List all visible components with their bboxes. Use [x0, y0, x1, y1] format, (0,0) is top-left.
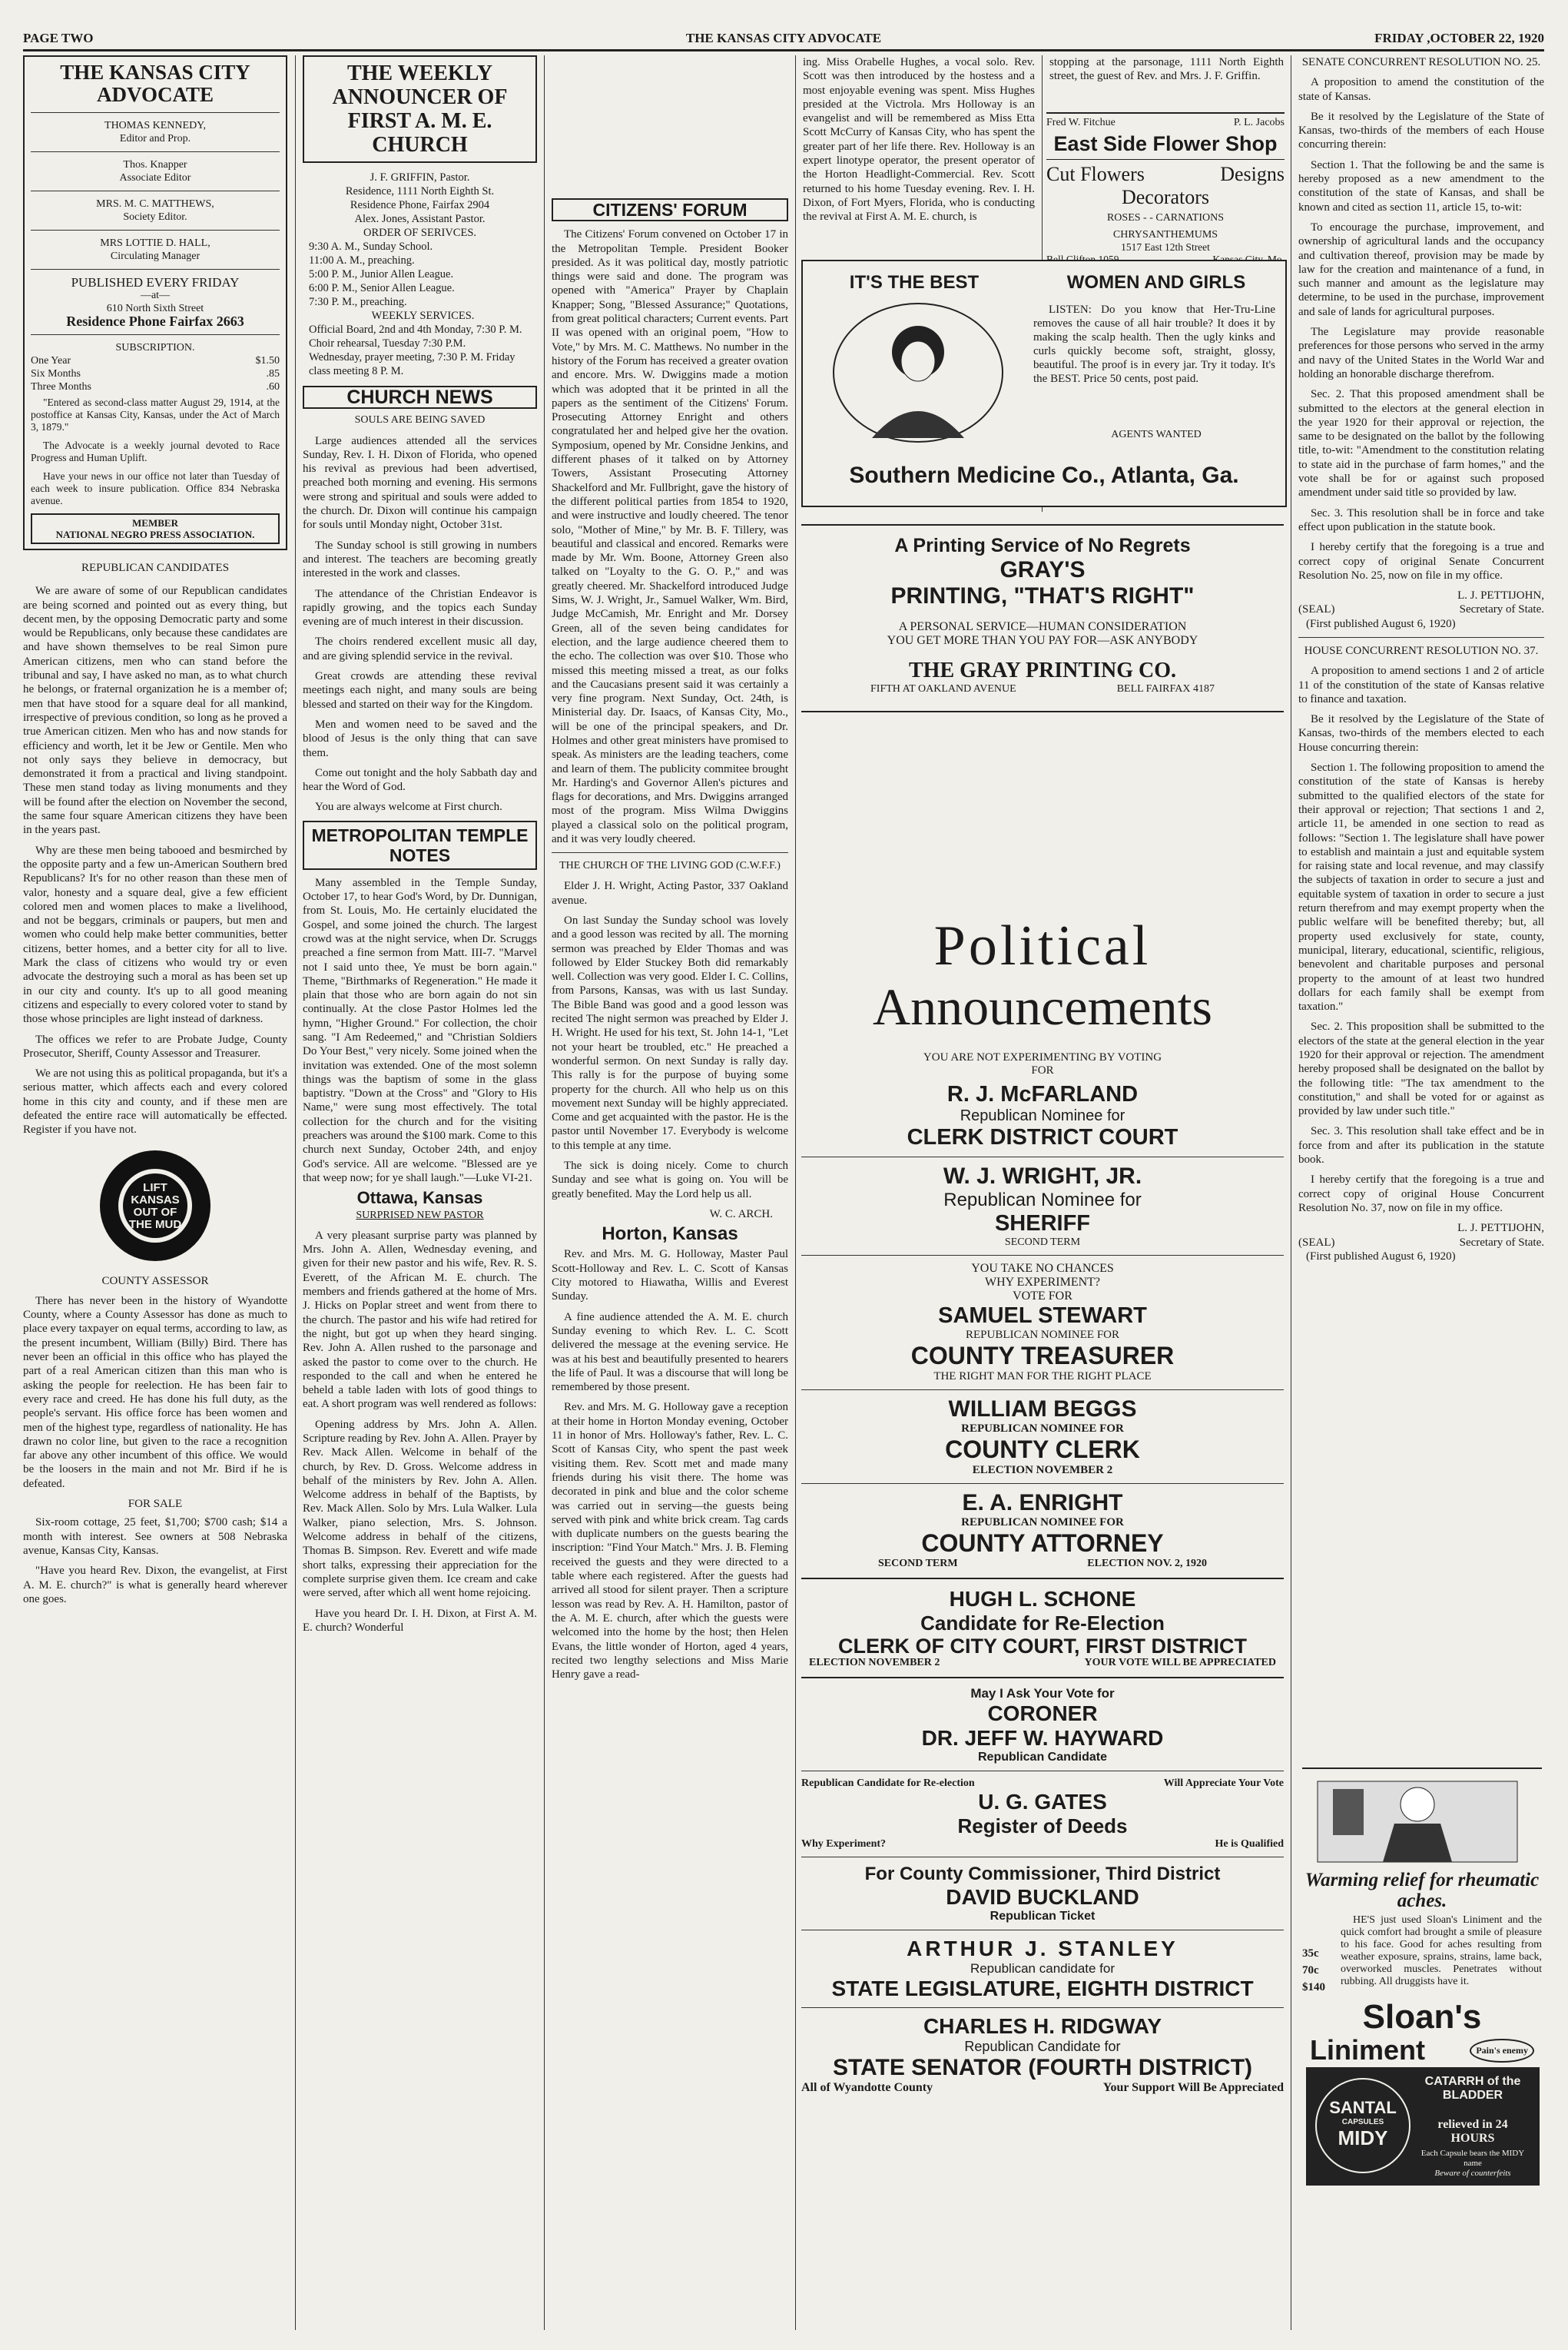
sloans-prices: 35c 70c $140	[1302, 1947, 1325, 1993]
article-paragraph: Come out tonight and the holy Sabbath day and hear the Word of God.	[303, 766, 537, 794]
office-phone: Residence Phone Fairfax 2663	[66, 314, 244, 329]
society-name: MRS. M. C. MATTHEWS,	[96, 198, 214, 210]
at-line: —at—	[140, 290, 171, 301]
article-paragraph: Section 1. That the following be and the same is hereby proposed as a new amendment to the constitution of the state of Kansas, and shall be known and cited as section 11, article 15, to-wit:	[1298, 158, 1544, 214]
rate-row: Six Months .85	[31, 368, 280, 380]
masthead	[23, 29, 1544, 51]
circulating-name: MRS LOTTIE D. HALL,	[100, 237, 211, 249]
editor-name: THOMAS KENNEDY,	[104, 120, 206, 131]
republican-heading: REPUBLICAN CANDIDATES	[81, 562, 230, 574]
candidate-name: U. G. GATES	[978, 1790, 1107, 1814]
old-man-illustration	[1302, 1774, 1533, 1866]
horton-heading: Horton, Kansas	[602, 1223, 738, 1245]
senate-heading: SENATE CONCURRENT RESOLUTION NO. 25.	[1301, 56, 1541, 68]
candidate-office: Register of Deeds	[957, 1814, 1128, 1837]
political-announcements: Political Announcements YOU ARE NOT EXPERIMENTING BY VOTING FOR R. J. McFARLAND Republican Nominee for CLERK DISTRICT COURT W. J. WRIGHT, JR. Republican Nominee for SHERIFF SECOND TERM YOU TAKE NO CHANCES WHY EXPERIMENT? VOTE FOR SAMUEL STEWART REPUBLICAN NOMINEE FOR COUNTY TREASURER THE RIGHT MAN FOR THE RIGHT PLACE WILLIAM BEGGS REPUBLICAN NOMINEE FOR COUNTY CLERK ELECTION NOVEMBER 2 E. A. ENRIGHT REPUBLICAN NOMINEE FOR COUNTY ATTORNEY SECOND TERM ELECTION NOV. 2, 1920 HUGH L. SCHONE Candidate for Re-Election CLERK OF CITY COURT, FIRST DISTRICT ELECTION NOVEMBER 2 YOUR VOTE WILL BE APPRECIATED May I Ask Your Vote for CORONER DR. JEFF W. HAYWARD Republican Candidate Republican Candidate for Re-election Will Appreciate Your Vote U. G. GATES Register of Deeds Why Experiment? He is Qualified For County Commissioner, Third District DAVID BUCKLAND Republican Ticket ARTHUR J. STANLEY Republican candidate for STATE LEGISLATURE, EIGHTH DISTRICT CHARLES H. RIDGWAY Republican Candidate for STATE SENATOR (FOURTH DISTRICT) All of Wyandotte County Your Support Will Be Appreciated	[801, 891, 1284, 2338]
article-paragraph: Section 1. The following proposition to amend the constitution of the state of Kansas is hereby submitted to the qualified electors of the state for their approval or rejection; That sections 1 and 2, article 11, be amended in one section to read as follows: "Section 1. The legislature shall have power to establish and maintain a just and equitable system for raising state and local revenue, and may classify the subjects of taxation in order to secure a just and equitable system of taxation in order to secure a just return therefrom and may exempt property when the public welfare will be benefited thereby; but, all property used exclusively for state, county, municipal, literary, educational, scientific, religious, benevolent and charitable purposes and personal property to the amount of at least two hundred dollars for each family shall be exempt from taxation."	[1298, 762, 1544, 1014]
gray-company: THE GRAY PRINTING CO.	[909, 659, 1176, 682]
column-rule	[295, 55, 296, 2330]
medicine-company: Southern Medicine Co., Atlanta, Ga.	[849, 463, 1239, 488]
article-paragraph: We are aware of some of our Republican candidates are being scorned and pointed out as every thing, but decent men, by the opposing Democratic party and some would be Republicans, only because these candidates are and have shown themselves to be real Simon pure American citizens, men who can stand before the tribunal and say, I have asked no man, as to what church he belongs, or fraternal organization he is a member of; men that have stood for a square deal for all mankind, irrespective of previous condition, so long as he proved a true American citizen. Men who has and now stands for efficiency and worth, let it be Jew or Gentile. Men who not only says they believe in democracy, but demonstrated it from a practical and living standpoint. These men stand today as living monuments and they will be found after the election on November the second, the same four square American citizens they have been in the years past.	[23, 585, 287, 837]
news-notice: Have your news in our office not later than Tuesday of each week to insure publication. Office 834 Nebraska avenue.	[31, 470, 280, 506]
article-paragraph: The attendance of the Christian Endeavor is rapidly growing, and the topics each Sunday evening are of much interest in their discussion.	[303, 587, 537, 629]
signature: L. J. PETTIJOHN,	[1457, 589, 1544, 602]
metro-box	[303, 821, 537, 870]
assessor-heading: COUNTY ASSESSOR	[101, 1274, 209, 1287]
column-5-top	[1049, 55, 1284, 101]
member-box: MEMBER NATIONAL NEGRO PRESS ASSOCIATION.	[31, 513, 280, 544]
article-paragraph: To encourage the purchase, improvement, and ownership of agricultural lands and the occupancy and cultivation thereof, provision may be made by law for the creation and maintenance of a fund, in such manner and amount as the legislature may determine, to be used in the purchase, improvement and sale of lands for agricultural purposes.	[1298, 221, 1544, 318]
paper-name: THE KANSAS CITY ADVOCATE	[60, 61, 250, 106]
editor-role: Editor and Prop.	[119, 133, 191, 144]
sloans-headline: Warming relief for rheumatic aches.	[1304, 1870, 1540, 1911]
page-number: PAGE TWO	[23, 31, 94, 45]
seal-text: LIFT KANSAS OUT OF THE MUD	[128, 1180, 182, 1231]
column-3	[552, 55, 788, 2330]
candidate-office: CORONER	[987, 1701, 1098, 1725]
announcer-title: THE WEEKLY ANNOUNCER OF FIRST A. M. E. CHURCH	[332, 61, 508, 157]
article-paragraph: Why are these men being tabooed and besmirched by the opposite party and a few un-American Southern bred Republicans? It's for no other reason than these men of valor, honesty and a square deal, give a few efficient colored men and women places to make a livelihood, and not be beggars, criminals or paupers, but men and women who could help make better communities, better citizens, better homes, and a better city for all to live. Mark the class of citizens who would try or even advocate the destroying such a moral as has been set up in our city and county. It's up to all good meaning citizens and especially to every colored voter to stand by those whose principles are light instead of darkness.	[23, 844, 287, 1026]
candidate-office: CLERK DISTRICT COURT	[907, 1125, 1178, 1150]
gray-printing-ad: A Printing Service of No Regrets GRAY'S PRINTING, "THAT'S RIGHT" A PERSONAL SERVICE—HUMAN CONSIDERATION YOU GET MORE THAN YOU PAY FOR—ASK ANYBODY THE GRAY PRINTING CO. FIFTH AT OAKLAND AVENUE BELL FAIRFAX 4187	[801, 512, 1284, 898]
rate-row: One Year $1.50	[31, 355, 280, 367]
sloans-brand: Sloan's	[1362, 1998, 1482, 2036]
article-paragraph: Large audiences attended all the services Sunday, Rev. I. H. Dixon of Florida, who opened his revival as previous had been advertised, preached both morning and evening. His sermons were strong and spiritual and souls were added to the church. Dr. Dixon will continue his campaign for souls until Monday night, October 31st.	[303, 434, 537, 532]
article-paragraph: Be it resolved by the Legislature of the State of Kansas, two-thirds of the members of each House concurring therein:	[1298, 110, 1544, 151]
forum-heading: CITIZENS' FORUM	[592, 200, 748, 220]
pastor-block: J. F. GRIFFIN, Pastor. Residence, 1111 North Eighth St. Residence Phone, Fairfax 2904 Alex. Jones, Assistant Pastor. ORDER OF SERIVCES.	[303, 171, 537, 240]
office-address: 610 North Sixth Street	[106, 303, 204, 314]
church-news-heading: CHURCH NEWS	[346, 387, 493, 408]
candidate-office: COUNTY ATTORNEY	[921, 1529, 1164, 1557]
candidate-office: COUNTY TREASURER	[910, 1342, 1175, 1369]
article-paragraph: On last Sunday the Sunday school was lovely and a good lesson was recited by all. The morning sermon was preached by Elder Thomas and was followed by Elder Stuckey Both did remarkably well. Collection was very good. Elder I. C. Collins, from Parsons, Kansas, was with us last Sunday. The Bible Band was good and a good lesson was recited The night sermon was preached by Elder J. H. Wright. He used for his text, St. John 14-1, "Let not your heart be troubled, etc." He preached a wonderful sermon. On next Sunday is rally day. This rally is for the purpose of buying some property for the church. All who help us on this movement next Sunday will be highly appreciated. Come and get acquainted with the pastor. He is the pastor until November 17. Everybody is welcome to this temple at any time.	[552, 914, 788, 1152]
article-paragraph: I hereby certify that the foregoing is a true and correct copy of original House Concurrent Resolution No. 37, now on file in my office.	[1298, 1173, 1544, 1214]
article-paragraph: The choirs rendered excellent music all day, and are giving splendid service in the revival.	[303, 636, 537, 662]
article-paragraph: Many assembled in the Temple Sunday, October 17, to hear God's Word, by Dr. Dunnigan, from St. Louis, Mo. He certainly elucidated the Gospel, and some joined the church. The largest crowd was at the night service, when Dr. Scruggs preached a fine sermon from Matt. III-7. "Marvel not I said unto thee, Ye must be born again." Theme, "Birthmarks of Regeneration." He made it plain that those who are born again do not sin continually. At the close Pastor Holmes led the hymn, "Higher Ground." For collection, the choir sang. "I Am Redeemed," and "Christian Soldiers Do Your Best," very nicely. Some joined when the invitation was extended. One of the most solemn things was the baptism of some in the glass baptistry. "Down at the Cross" and "Glory to His Name," were sung most effectively. The total collection for the church and for the visiting preachers was around the $100 mark. Come to this church next Sunday, October 24th, and enjoy God's service. All are welcome. "Blessed are ye that weep now; for ye shall laugh."—Luke VI-21.	[303, 876, 537, 1184]
article-paragraph: Great crowds are attending these revival meetings each night, and many souls are being blessed and started on their way for the Kingdom.	[303, 670, 537, 711]
sloans-badge: Pain's enemy	[1470, 2039, 1534, 2063]
church-news-box	[303, 386, 537, 409]
column-6: SENATE CONCURRENT RESOLUTION NO. 25. A proposition to amend the constitution of the state of Kansas. Be it resolved by the Legislature of the State of Kansas, two-thirds of the members of each House concurring therein: Section 1. That the following be and the same is hereby proposed as a new amendment to the constitution of the state of Kansas, and shall be known and cited as section 11, article 15, to-wit: To encourage the purchase, improvement, and ownership of agricultural lands and the occupancy and cultivation thereof, provision may be made by law for the creation and maintenance of a fund, in such manner and amount as the legislature may determine, to be used in the purchase, improvement and sale of lands for agricultural purposes. The Legislature may provide reasonable preferences for those persons who served in the army and navy of the United States in the World War and holding an honorable discharge therefrom. Sec. 2. That this proposed amendment shall be submitted to the electors at the general election in the year 1920 for their approval or rejection, the same to be designated on the ballot by the following title, to-wit: "Amendment to the constitution relating to state aid in the purchase of farm homes," and the vote shall be for or against such proposed amendment under said title so provided by law. Sec. 3. This resolution shall be in force and take effect upon publication in the statute book. I hereby certify that the foregoing is a true and correct copy of original Senate Concurrent Resolution No. 25, now on file in my office. L. J. PETTIJOHN, (SEAL) Secretary of State. (First published August 6, 1920) HOUSE CONCURRENT RESOLUTION NO. 37. A proposition to amend sections 1 and 2 of article 11 of the constitution of the state of Kansas relative to finance and taxation. Be it resolved by the Legislature of the State of Kansas, two-thirds of the members elected to each House concurring therein: Section 1. The following proposition to amend the constitution of the state of Kansas is hereby submitted to the qualified electors of the state for their approval or rejection; That sections 1 and 2, article 11, be amended in one section to read as follows: "Section 1. The legislature shall have power to establish and maintain a just and equitable system for raising state and local revenue, and may classify the subjects of taxation in order to secure a just and equitable system of taxation in order to secure a just return therefrom and may exempt property when the public welfare will be benefited thereby; but, all property used exclusively for state, county, municipal, literary, educational, scientific, religious, benevolent and charitable purposes and personal property to the amount of at least two hundred dollars for each family shall be exempt from taxation." Sec. 2. This proposition shall be submitted to the electors of the state at the general election in the year 1920 for their approval or rejection. The amendment hereby proposed shall be designated on the ballot by the following title: "The tax amendment to the constitution," and shall be voted for or against as provided by law under such title." Sec. 3. This resolution shall take effect and be in force from and after its publication in the statute book. I hereby certify that the foregoing is a true and correct copy of original House Concurrent Resolution No. 37, now on file in my office. L. J. PETTIJOHN, (SEAL) Secretary of State. (First published August 6, 1920)	[1298, 56, 1544, 1263]
article-paragraph: "Have you heard Rev. Dixon, the evangelist, at First A. M. E. church?" is what is generally heard wherever one goes.	[23, 1565, 287, 1605]
signature: W. C. ARCH.	[709, 1207, 773, 1220]
article-paragraph: A proposition to amend the constitution of the state of Kansas.	[1298, 76, 1544, 103]
candidate-name: DAVID BUCKLAND	[946, 1885, 1139, 1909]
paper-title: THE KANSAS CITY ADVOCATE	[685, 31, 882, 45]
rate-row: Three Months .60	[31, 381, 280, 393]
candidate-name: ARTHUR J. STANLEY	[907, 1937, 1178, 1960]
flower-shop-ad: Fred W. Fitchue P. L. Jacobs East Side Flower Shop Cut Flowers Designs Decorators ROSES - - CARNATIONS CHRYSANTHEMUMS 1517 East 12th Street	[1046, 112, 1285, 249]
article-paragraph: Rev. and Mrs. M. G. Holloway, Master Paul Scott-Holloway and Rev. L. C. Scott of Kansas City motored to Hiawatha, Willis and Everest Sunday.	[552, 1248, 788, 1303]
article-paragraph: Men and women need to be saved and the blood of Jesus is the only thing that can save them.	[303, 718, 537, 759]
column-rule	[795, 55, 796, 2330]
article-paragraph: You are always welcome at First church.	[315, 801, 502, 814]
medicine-best: IT'S THE BEST	[849, 272, 980, 293]
article-paragraph: ing. Miss Orabelle Hughes, a vocal solo. Rev. Scott was then introduced by the hostess and a most enjoyable evening was spent. Miss Hughes presided at the Victrola. Mrs Holloway is an evangelist and will be remembered as Miss Etta Scott McCurry of Kansas City, who has spent the greater part of her life there. Rev. Holloway is an expert linotype operator, the present operator of the Horton Headlight-Commercial. Rev. Scott returned to his home Tuesday evening. Rev. I. H. Dixon, of Fort Myers, Florida, who is conducting the revival at First A. M. E. church, is	[803, 56, 1035, 224]
flower-shop-name: East Side Flower Shop	[1053, 132, 1278, 155]
article-paragraph: There has never been in the history of Wyandotte County, where a County Assessor has done as much to place every taxpayer on equal terms, according to law, as the present incumbent, William (Billy) Bird. There has never been an official in this office who has played the part of a real American citizen than this man who is asking the people for reelection. He has been fair to every race and creed. He has done his full duty, as the people's servant. His office force has been women and men of the highest type, regardless of nationality. He has drawn no color line, but given to the race a recognition far above any other incumbent of this office. We would be the loosers in the main and not Mr. Bird if he is defeated.	[23, 1294, 287, 1490]
associate-name: Thos. Knapper	[123, 159, 187, 171]
house-heading: HOUSE CONCURRENT RESOLUTION NO. 37.	[1304, 644, 1539, 657]
forum-box	[552, 198, 788, 221]
sloans-ad: Warming relief for rheumatic aches. 35c 70c $140 HE'S just used Sloan's Liniment and the quick comfort had brought a smile of pleasure to his face. Good for aches resulting from weather exposure, sprains, strains, lame back, overworked muscles. Penetrates without rubbing. All druggists have it. Sloan's Liniment Pain's enemy	[1302, 1767, 1542, 2052]
candidate-name: SAMUEL STEWART	[938, 1303, 1147, 1328]
article-paragraph: The Legislature may provide reasonable preferences for those persons who served in the army and navy of the United States in the World War and holding an honorable discharge therefrom.	[1298, 326, 1544, 380]
souls-subhead: SOULS ARE BEING SAVED	[354, 414, 486, 427]
associate-role: Associate Editor	[119, 172, 191, 184]
article-paragraph: The offices we refer to are Probate Judge, County Prosecutor, Sheriff, County Assessor and Treasurer.	[23, 1033, 287, 1060]
article-paragraph: The Citizens' Forum convened on October 17 in the Metropolitan Temple. President Booker presided. As it was political day, mostly patriotic things were said and done. The program was opened with "America" Prayer by Chaplain Knapper; Song, "Blessed Assurance;" Quotations, from great political characters; Current events. Part II was opened with an original poem, "How to Vote," by Mrs. M. C. Matthews. No number in the history of the Forum has received a greater ovation and encore. Mrs. W. Dwiggins made a motion which was adopted that it be printed in all the papers as the sentiment of the Citizens' Forum. Prosecuting Attorney Enright and others congratulated her and helped give her the ovation. Symposium, opened by Mr. Considne Jenkins, and different phases of it talked on by Attorney Towers, Assistant Prosecuting Attorney Shackelford and Mr. Fullbright, gave the history of the different political parties from 1854 to 1920, and were instructive and loudly cheered. The tenor solo, "Mother of Mine," by Mr. B. F. Tillery, was beautiful and classical and encored. Remarks were made by Mr. Wm. Boone, Attorney Green also talked on "Loyalty to the G. O. P.," and was greatly cheered. Mr. Shackelford introduced Judge Sims, W. J. Wright, Jr., Samuel Walker, Wm. Bird, Judge McCamish, Mr. Enright and Mr. Dorsey Green, all of the seven being candidates for election, and the large audience cheered them to the echo. The collection was over $10. Those who missed this meeting missed a treat, as our folks and the Caucasians present said it was certainly a very fine program. Next Sunday, Oct. 24th, is Ministerial day. Dr. Isaacs, of Kansas City, Mo., will be one of the principal speakers, and Dr. Holmes and other great ministers have promised to speak. As ministers are the leading teachers, come and learn of them. The publicity commitee brought Mr. Harding's and Governor Allen's pictures and flags for decorations, and Mrs. Dwiggins arranged most of the program. Miss Wilma Dwiggins played a classical solo on the political program, and it was very loudly cheered.	[552, 228, 788, 846]
santal-headline: CATARRH of the BLADDER	[1424, 2075, 1521, 2102]
medicine-ad	[801, 260, 1287, 507]
candidate-name: DR. JEFF W. HAYWARD	[921, 1726, 1164, 1750]
article-paragraph: I hereby certify that the foregoing is a true and correct copy of original Senate Concurrent Resolution No. 25, now on file in my office.	[1298, 541, 1544, 582]
article-paragraph: Sec. 2. That this proposed amendment shall be submitted to the electors at the general election in the year 1920 for their approval or rejection, the same to be designated on the ballot by the following title, to-wit: "Amendment to the constitution relating to state aid in the purchase of farm homes," and the vote shall be for or against such proposed amendment under said title so provided by law.	[1298, 388, 1544, 500]
sloans-text: HE'S just used Sloan's Liniment and the quick comfort had brought a smile of pleasure to his face. Good for aches resulting from weather exposure, sprains, strains, lame back, overworked muscles. Penetrates without rubbing. All druggists have it.	[1341, 1914, 1542, 1987]
article-paragraph: Sec. 3. This resolution shall take effect and be in force from and after its publication in the statute book.	[1298, 1125, 1544, 1167]
article-paragraph: The sick is doing nicely. Come to church Sunday and see what is going on. You will be greatly benefited. May the Lord help us all.	[552, 1160, 788, 1200]
candidate-name: E. A. ENRIGHT	[962, 1490, 1123, 1515]
candidate-name: WILLIAM BEGGS	[948, 1396, 1137, 1422]
flower-owners: Fred W. Fitchue P. L. Jacobs	[1046, 112, 1285, 129]
article-paragraph: Sec. 3. This resolution shall be in force and take effect upon publication in the statute book.	[1298, 506, 1544, 533]
gray-line: PRINTING, "THAT'S RIGHT"	[890, 583, 1195, 609]
article-paragraph: The Sunday school is still growing in numbers and interest. The teachers are becoming greatly interested in the work and classes.	[303, 539, 537, 580]
article-paragraph: Elder J. H. Wright, Acting Pastor, 337 Oakland avenue.	[552, 880, 788, 907]
candidate-name: W. J. WRIGHT, JR.	[943, 1163, 1142, 1189]
good-roads-seal	[98, 1148, 213, 1263]
metro-heading: METROPOLITAN TEMPLE NOTES	[311, 825, 529, 865]
candidate-name: R. J. McFARLAND	[946, 1082, 1139, 1107]
published-line: PUBLISHED EVERY FRIDAY	[71, 275, 240, 290]
gray-line: A PERSONAL SERVICE—HUMAN CONSIDERATION	[898, 620, 1187, 633]
medicine-text: LISTEN: Do you know that Her-Tru-Line removes the cause of all hair trouble? It does it by making the scalp health. Then the ugly kinks and curls quickly become soft, straight, glossy, beautiful. The proof is in every jar. Try it today. It's the BEST. Price 50 cents, post paid.	[1033, 304, 1275, 385]
article-paragraph: stopping at the parsonage, 1111 North Eighth street, the guest of Rev. and Mrs. J. F. Griffin.	[1049, 56, 1284, 83]
announcer-title-box	[303, 55, 537, 163]
column-2	[303, 55, 537, 2330]
candidate-office: STATE SENATOR (FOURTH DISTRICT)	[832, 2055, 1253, 2080]
article-paragraph: Sec. 2. This proposition shall be submitted to the electors of the state at the general election in the year 1920 for their approval or rejection. The amendment hereby proposed shall be designated on the ballot by the following title: "The tax amendment to the constitution," and shall be voted for or against as provided by law under such title."	[1298, 1021, 1544, 1118]
surprised-subhead: SURPRISED NEW PASTOR	[356, 1209, 484, 1221]
services-list: 9:30 A. M., Sunday School. 11:00 A. M., preaching. 5:00 P. M., Junior Allen League. 6:00 P. M., Senior Allen League. 7:30 P. M., preaching. WEEKLY SERVICES. Official Board, 2nd and 4th Monday, 7:30 P. M. Choir rehearsal, Tuesday 7:30 P.M. Wednesday, prayer meeting, 7:30 P. M. Friday class meeting 8 P. M.	[309, 241, 522, 377]
order-heading: ORDER OF SERIVCES.	[363, 227, 477, 239]
masthead-box	[23, 55, 287, 550]
candidate-office: STATE LEGISLATURE, EIGHTH DISTRICT	[831, 1977, 1254, 2000]
medicine-women: WOMEN AND GIRLS	[1066, 272, 1246, 293]
subscription-heading: SUBSCRIPTION.	[115, 342, 195, 353]
article-paragraph: A proposition to amend sections 1 and 2 of article 11 of the constitution of the state of Kansas relative to finance and taxation.	[1298, 665, 1544, 705]
article-paragraph: Six-room cottage, 25 feet, $1,700; $700 cash; $14 a month with interest. See owners at 508 Nebraska avenue, Kansas City, Kansas.	[23, 1516, 287, 1557]
candidate-name: HUGH L. SCHONE	[949, 1587, 1136, 1611]
santal-subhead: relieved in 24 HOURS	[1437, 2118, 1508, 2145]
political-title: Political	[933, 914, 1152, 978]
sale-heading: FOR SALE	[128, 1498, 183, 1511]
ottawa-heading: Ottawa, Kansas	[356, 1188, 483, 1208]
gray-line: GRAY'S	[999, 557, 1086, 583]
medicine-agents: AGENTS WANTED	[1111, 429, 1202, 440]
article-paragraph: Be it resolved by the Legislature of the State of Kansas, two-thirds of the members elected to each House concurring therein:	[1298, 713, 1544, 754]
article-paragraph: Have you heard Dr. I. H. Dixon, at First A. M. E. church? Wonderful	[303, 1607, 537, 1634]
woman-illustration	[826, 300, 1010, 453]
society-role: Society Editor.	[123, 211, 187, 223]
gray-line: YOU GET MORE THAN YOU PAY FOR—ASK ANYBODY	[887, 634, 1198, 647]
candidate-office: SHERIFF	[994, 1211, 1091, 1236]
article-paragraph: A very pleasant surprise party was planned by Mrs. John A. Allen, Wednesday evening, and given for their new pastor and his wife, Rev. R. S. Everett, of the African M. E. church. The members and friends gathered at the home of Mrs. J. Hicks on Poplar street and went from there to the church. The pastor and his wife had retired for the night, but got up when they heard singing. Rev. John A. Allen rushed to the parsonage and asked the pastor to come over to the church. He responded to the call and when he entered he beheld a table laden with lots of good things to eat. A short program was well rendered as follows:	[303, 1229, 537, 1411]
candidate-office: COUNTY CLERK	[945, 1436, 1140, 1463]
candidate-name: CHARLES H. RIDGWAY	[923, 2014, 1162, 2038]
rates-table	[31, 354, 280, 393]
article-paragraph: We are not using this as political propaganda, but it's a serious matter, which affects each and every colored home in this city and county, and if these men are defeated the entire race will automatically be effected. Register if you have not.	[23, 1067, 287, 1137]
political-title: Announcements	[873, 978, 1212, 1036]
santal-ad: SANTAL CAPSULES MIDY CATARRH of the BLADDER relieved in 24 HOURS Each Capsule bears the MIDY name Beware of counterfeits	[1306, 2067, 1540, 2186]
issue-date: FRIDAY ,OCTOBER 22, 1920	[1374, 31, 1544, 45]
living-heading: THE CHURCH OF THE LIVING GOD (C.W.F.F.)	[559, 860, 781, 872]
column-rule	[544, 55, 545, 2330]
santal-capsule: SANTAL CAPSULES MIDY	[1315, 2078, 1411, 2173]
column-1	[23, 55, 287, 2330]
gray-line: A Printing Service of No Regrets	[894, 535, 1191, 556]
article-paragraph: Opening address by Mrs. John A. Allen. Scripture reading by Rev. John A. Allen. Prayer by Rev. Mack Allen. Welcome in behalf of the church, by Rev. D. Gross. Welcome address in behalf of the ministers by Rev. John A. Allen. Welcome address in behalf of the Baptists, by Rev. Mack Allen. Solo by Mrs. Lula Walker. Lula Walker, piano selection, Mrs. S. Johnson. Welcome address in behalf of the citizens, Thomas B. Simpson. Rev. Everett and wife made short talks, expressing their appreciation for the complete surprise given them. Ice cream and cake were served, after which all went home rejoicing.	[303, 1418, 537, 1600]
signature: L. J. PETTIJOHN,	[1457, 1222, 1544, 1235]
circulating-role: Circulating Manager	[110, 251, 201, 262]
column-4-top	[803, 55, 1035, 257]
article-paragraph: Rev. and Mrs. M. G. Holloway gave a reception at their home in Horton Monday evening, October 11 in honor of Mrs. Holloway's father, Rev. L. C. Scott of Kansas City, who spent the past week visiting them. Rev. Scott met and made many friends during his visit there. The home was decorated in pink and blue and the color scheme was carried out in serving—the guests being served with pink and white brick cream. Tag cards with duplicate numbers on the guests bearing the inscription: "Find Your Match." Mrs. J. B. Fleming received the guests and they were directed to a table where each registered. After the guests had arrived all stood for silent prayer. Then a scripture lesson was read by Rev. A. H. Hamilton, pastor of the A. M. E. church, after which the guests were welcomed into the home by the host; then Helen Evans, the little wonder of Horton, aged 4 years, recited two lengthy selections and Miss Marie Henry gave a read-	[552, 1401, 788, 1681]
article-paragraph: A fine audience attended the A. M. E. church Sunday evening to which Rev. L. C. Scott delivered the message at the evening service. He was at his best and beautifully presented to hearers the life of Paul. It was a discourse that will long be remembered by those present.	[552, 1310, 788, 1394]
weekly-notice: The Advocate is a weekly journal devoted to Race Progress and Human Uplift.	[31, 440, 280, 463]
entered-notice: "Entered as second-class matter August 29, 1914, at the postoffice at Kansas City, Kansas, under the Act of March 3, 1879."	[31, 397, 280, 433]
candidate-office: CLERK OF CITY COURT, FIRST DISTRICT	[838, 1635, 1247, 1658]
